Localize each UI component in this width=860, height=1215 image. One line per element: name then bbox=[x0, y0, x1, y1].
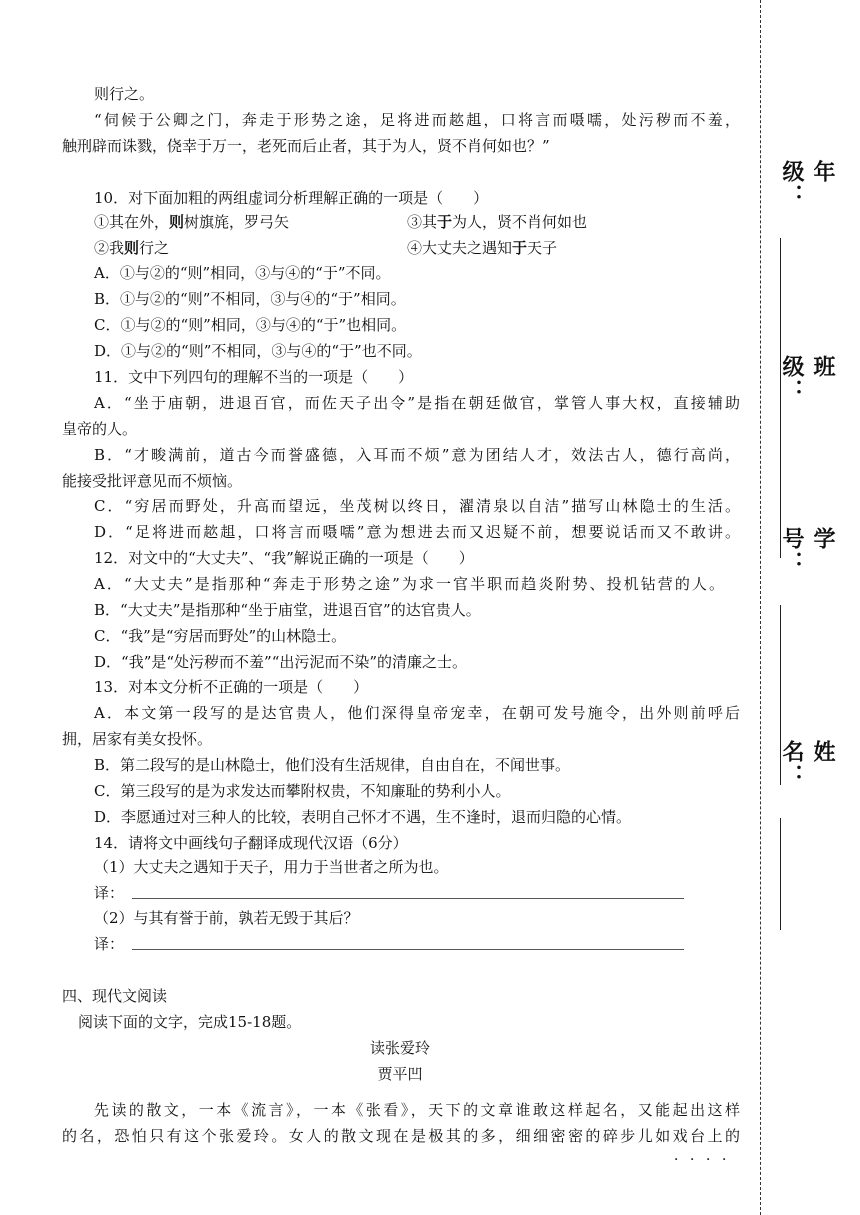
choice-b: B．“大丈夫”是指那种“坐于庙堂，进退百官”的达官贵人。 bbox=[94, 601, 481, 619]
text-line: “伺候于公卿之门，奔走于形势之途，足将进而趑趄，口将言而嗫嚅，处污秽而不羞， bbox=[94, 111, 740, 129]
name-write-line[interactable] bbox=[780, 818, 781, 930]
choice-b-cont: 能接受批评意见而不烦恼。 bbox=[62, 472, 243, 490]
q10-option-4: ④大丈夫之遇知于天子 bbox=[407, 239, 558, 257]
choice-d: D．“我”是“处污秽而不羞”“出污泥而不染”的清廉之士。 bbox=[94, 653, 468, 671]
article-paragraph-cont: 的名，恐怕只有这个张爱玲。女人的散文现在是极其的多，细细密密的碎步儿如戏台上的 bbox=[62, 1127, 740, 1145]
choice-a: A．“坐于庙朝，进退百官，而佐天子出令”是指在朝廷做官，掌管人事大权，直接辅助 bbox=[94, 394, 740, 412]
choice-a-cont: 拥，居家有美女投怀。 bbox=[62, 730, 213, 748]
choice-c: C．①与②的“则”相同，③与④的“于”也相同。 bbox=[94, 316, 407, 334]
choice-c: C．“我”是“穷居而野处”的山林隐士。 bbox=[94, 627, 347, 645]
question-11: 11．文中下列四句的理解不当的一项是（ ） bbox=[94, 368, 414, 386]
q10-option-1: ①其在外，则树旗旄，罗弓矢 bbox=[94, 213, 290, 231]
article-title: 读张爱玲 bbox=[369, 1039, 430, 1057]
answer-line-2[interactable] bbox=[132, 949, 684, 950]
translate-label-1: 译： bbox=[94, 884, 125, 902]
name-label: 姓名： bbox=[779, 740, 835, 788]
question-10: 10．对下面加粗的两组虚词分析理解正确的一项是（ ） bbox=[94, 189, 489, 207]
q10-option-3: ③其于为人，贤不肖何如也 bbox=[407, 213, 588, 231]
choice-b: B．①与②的“则”不相同，③与④的“于”相同。 bbox=[94, 290, 406, 308]
question-12: 12．对文中的“大丈夫”、“我”解说正确的一项是（ ） bbox=[94, 549, 474, 567]
reading-instruction: 阅读下面的文字，完成15-18题。 bbox=[78, 1013, 302, 1031]
choice-c: C．第三段写的是为求发达而攀附权贵，不知廉耻的势利小人。 bbox=[94, 782, 511, 800]
section-heading: 四、现代文阅读 bbox=[62, 987, 168, 1005]
question-13: 13．对本文分析不正确的一项是（ ） bbox=[94, 678, 369, 696]
choice-b: B．第二段写的是山林隐士，他们没有生活规律，自由自在，不闻世事。 bbox=[94, 756, 571, 774]
choice-d: D．①与②的“则”不相同，③与④的“于”也不同。 bbox=[94, 342, 422, 360]
choice-d: D．“足将进而趑趄，口将言而嗫嚅”意为想进去而又迟疑不前，想要说话而又不敢讲。 bbox=[94, 523, 740, 541]
translate-label-2: 译： bbox=[94, 935, 125, 953]
choice-a: A．“大丈夫”是指那种“奔走于形势之途”为求一官半职而趋炎附势、投机钻营的人。 bbox=[94, 575, 724, 593]
article-author: 贾平凹 bbox=[377, 1065, 423, 1083]
text-line: 则行之。 bbox=[94, 85, 155, 103]
translate-prompt-2: （2）与其有誉于前，孰若无毁于其后？ bbox=[94, 909, 359, 927]
q10-option-2: ②我则行之 bbox=[94, 239, 170, 257]
article-paragraph: 先读的散文，一本《流言》，一本《张看》，天下的文章谁敢这样起名，又能起出这样 bbox=[94, 1101, 740, 1119]
student-no-label: 学号： bbox=[779, 527, 835, 575]
translate-prompt-1: （1）大丈夫之遇知于天子，用力于当世者之所为也。 bbox=[94, 858, 449, 876]
grade-label: 年级： bbox=[779, 160, 835, 208]
binding-dashed-line bbox=[760, 0, 761, 1215]
choice-c: C．“穷居而野处，升高而望远，坐茂树以终日，濯清泉以自洁”描写山林隐士的生活。 bbox=[94, 497, 740, 515]
choice-d: D．李愿通过对三种人的比较，表明自己怀才不遇，生不逢时，退而归隐的心情。 bbox=[94, 808, 632, 826]
text-line: 触刑辟而诛戮，侥幸于万一，老死而后止者，其于为人，贤不肖何如也？” bbox=[62, 137, 550, 155]
choice-a-cont: 皇帝的人。 bbox=[62, 420, 138, 438]
choice-a: A．本文第一段写的是达官贵人，他们深得皇帝宠幸，在朝可发号施令，出外则前呼后 bbox=[94, 704, 740, 722]
emphasis-dots: ．．．． bbox=[674, 1148, 745, 1164]
answer-line-1[interactable] bbox=[132, 898, 684, 899]
question-14: 14．请将文中画线句子翻译成现代汉语（6分） bbox=[94, 834, 408, 852]
choice-b: B．“才畯满前，道古今而誉盛德，入耳而不烦”意为团结人才，效法古人，德行高尚， bbox=[94, 446, 740, 464]
choice-a: A．①与②的“则”相同，③与④的“于”不同。 bbox=[94, 264, 391, 282]
class-label: 班级： bbox=[779, 355, 835, 403]
